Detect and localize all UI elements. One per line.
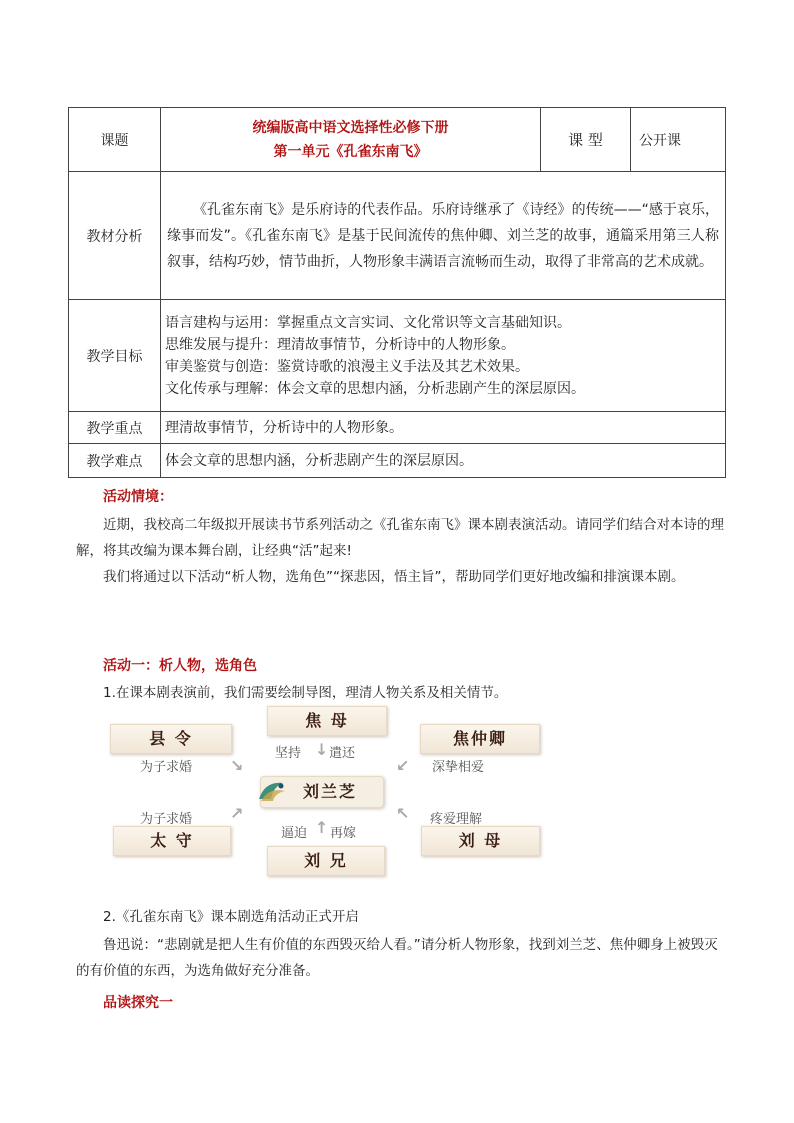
explore-heading: 品读探究一 (103, 995, 173, 1011)
node-taishou: 太 守 (113, 826, 231, 856)
relation-liumu: 疼爱理解 (430, 812, 483, 827)
type-value: 公开课 (631, 108, 726, 172)
arrow-up-left-icon: ↖ (396, 804, 410, 823)
relation-jiaomu-2: 遣还 (329, 746, 356, 761)
title-line2: 第一单元《孔雀东南飞》 (273, 143, 428, 160)
goal-item: 思维发展与提升：理清故事情节，分析诗中的人物形象。 (165, 336, 515, 353)
relation-liuxiong: 逼迫 (281, 826, 308, 841)
goals-list (161, 300, 726, 412)
focus-text: 理清故事情节，分析诗中的人物形象。 (161, 412, 726, 444)
arrow-up-right-icon: ↗ (230, 804, 244, 823)
difficulty-text: 体会文章的思想内涵，分析悲剧产生的深层原因。 (161, 444, 726, 478)
title-line1: 统编版高中语文选择性必修下册 (252, 119, 449, 136)
row-topic (69, 108, 726, 172)
relation-jiaomu: 坚持 (275, 746, 302, 761)
goal-item: 文化传承与理解：体会文章的思想内涵，分析悲剧产生的深层原因。 (165, 380, 585, 397)
lesson-plan-table (68, 107, 726, 478)
relation-taishou: 为子求婚 (140, 812, 193, 827)
relationship-diagram (110, 700, 550, 886)
analysis-text (161, 172, 726, 300)
relation-jiaozhongqing: 深挚相爱 (432, 760, 485, 775)
difficulty-label: 教学难点 (69, 444, 161, 478)
node-liumu: 刘 母 (421, 826, 540, 856)
topic-label: 课题 (69, 108, 161, 172)
analysis-label: 教材分析 (69, 172, 161, 300)
row-goals (69, 300, 726, 412)
context-paragraph-2: 我们将通过以下活动“析人物，选角色”“探悲因，悟主旨”，帮助同学们更好地改编和排演课本剧。 (103, 569, 685, 585)
node-jiaozhongqing: 焦仲卿 (420, 724, 540, 754)
activity1-step2: 2.《孔雀东南飞》课本剧选角活动正式开启 (103, 909, 359, 925)
center-name: 刘兰芝 (302, 782, 357, 801)
arrow-down-right-icon: ↘ (230, 756, 244, 775)
goal-item: 语言建构与运用：掌握重点文言实词、文化常识等文言基础知识。 (165, 314, 571, 331)
arrow-down-left-icon: ↙ (396, 756, 410, 775)
arrow-up-icon: ↑ (315, 818, 329, 837)
row-analysis (69, 172, 726, 300)
node-center (260, 776, 384, 808)
goals-label: 教学目标 (69, 300, 161, 412)
arrow-down-icon: ↓ (315, 740, 329, 759)
activity1-heading: 活动一：析人物，选角色 (103, 658, 257, 674)
activity-context-heading: 活动情境： (103, 489, 173, 505)
activity1-step1: 1.在课本剧表演前，我们需要绘制导图，理清人物关系及相关情节。 (103, 685, 508, 701)
topic-title (161, 108, 541, 172)
row-difficulty (69, 444, 726, 478)
row-focus (69, 412, 726, 444)
relation-liuxiong-2: 再嫁 (330, 826, 357, 841)
activity1-quote: 鲁迅说：“悲剧就是把人生有价值的东西毁灭给人看。”请分析人物形象，找到刘兰芝、焦仲卿身上被毁灭的有价值的东西，为选角做好充分准备。 (76, 937, 718, 979)
relation-xianling: 为子求婚 (140, 760, 193, 775)
type-label: 课 型 (541, 108, 631, 172)
analysis-paragraph: 《孔雀东南飞》是乐府诗的代表作品。乐府诗继承了《诗经》的传统——“感于哀乐，缘事而发”。《孔雀东南飞》是基于民间流传的焦仲卿、刘兰芝的故事，通篇采用第三人称叙事，结构巧妙，情节曲折，人物形象丰满语言流畅而生动，取得了非常高的艺术成就。 (167, 201, 719, 270)
node-liuxiong: 刘 兄 (267, 846, 385, 876)
focus-label: 教学重点 (69, 412, 161, 444)
node-xianling: 县 令 (110, 724, 232, 754)
goal-item: 审美鉴赏与创造：鉴赏诗歌的浪漫主义手法及其艺术效果。 (165, 358, 529, 375)
node-jiaomu: 焦 母 (267, 706, 387, 736)
context-paragraph-1: 近期，我校高二年级拟开展读书节系列活动之《孔雀东南飞》课本剧表演活动。请同学们结合对本诗的理解，将其改编为课本舞台剧，让经典“活”起来! (76, 517, 724, 559)
peacock-icon (255, 777, 289, 805)
